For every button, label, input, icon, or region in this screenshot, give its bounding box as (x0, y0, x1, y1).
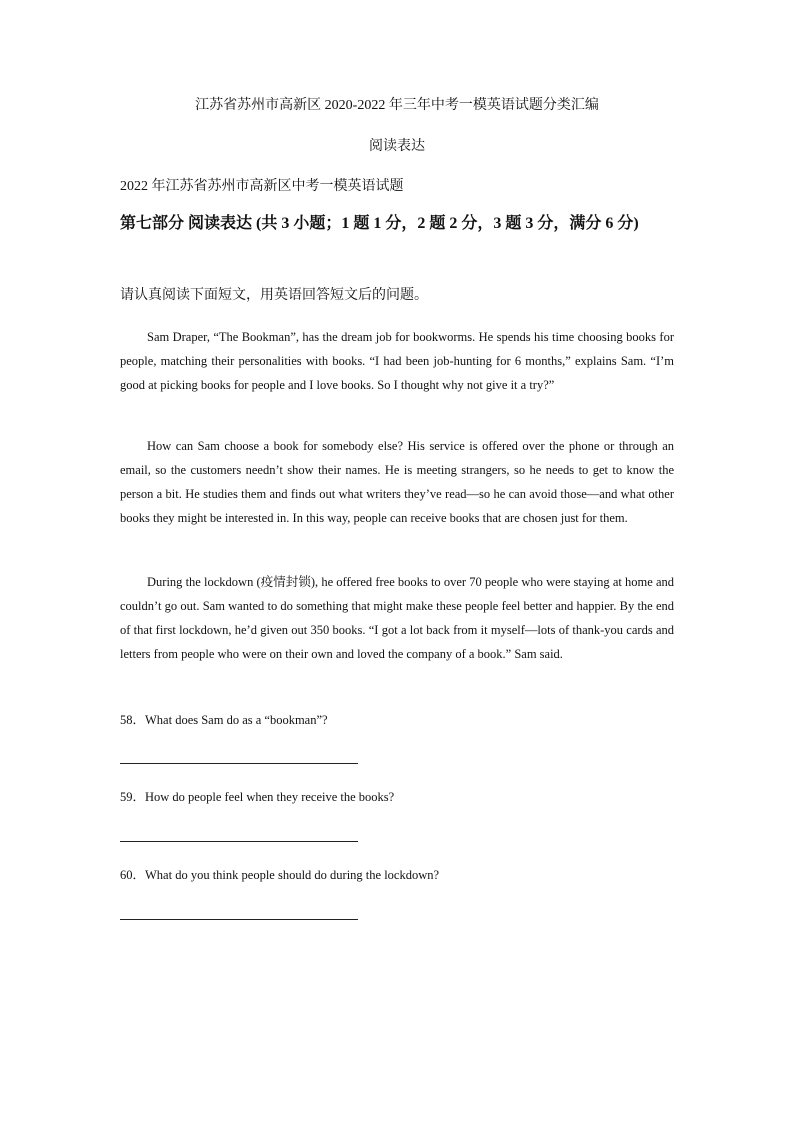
answer-line-59[interactable] (120, 841, 358, 842)
passage-paragraph-3: During the lockdown (疫情封锁), he offered free books to over 70 people who were staying at home and couldn’t go out. Sam wanted to do something that might make these people feel better and happier. By the end of that first lockdown, he’d given out 350 books. “I got a lot back from it myself—lots of thank-you cards and letters from people who were on their own and loved the company of a book.” Sam said. (120, 575, 674, 661)
answer-line-58[interactable] (120, 763, 358, 764)
answer-line-60[interactable] (120, 919, 358, 920)
question-58: 58．What does Sam do as a “bookman”? (120, 713, 328, 727)
passage-paragraph-1: Sam Draper, “The Bookman”, has the dream job for bookworms. He spends his time choosing books for people, matching their personalities with books. “I had been job-hunting for 6 months,” explains Sam. “I’m good at picking books for people and I love books. So I thought why not give it a try?” (120, 330, 674, 392)
passage-paragraph-2: How can Sam choose a book for somebody else? His service is offered over the phone or through an email, so the customers needn’t show their names. He is meeting strangers, so he needs to get to know the person a bit. He studies them and finds out what writers they’ve read—so he can avoid those—and what other books they might be interested in. In this way, people can receive books that are chosen just for them. (120, 439, 674, 525)
document-title: 江苏省苏州市高新区 2020-2022 年三年中考一模英语试题分类汇编 (195, 98, 599, 113)
instruction-text: 请认真阅读下面短文，用英语回答短文后的问题。 (120, 288, 428, 303)
question-59: 59．How do people feel when they receive the books? (120, 790, 395, 804)
document-subtitle: 阅读表达 (369, 139, 425, 154)
exam-name: 2022 年江苏省苏州市高新区中考一模英语试题 (120, 179, 404, 194)
question-60: 60．What do you think people should do during the lockdown? (120, 868, 440, 882)
part-heading: 第七部分 阅读表达 (共 3 小题；1 题 1 分，2 题 2 分，3 题 3 分，满分 6 分) (120, 215, 639, 232)
